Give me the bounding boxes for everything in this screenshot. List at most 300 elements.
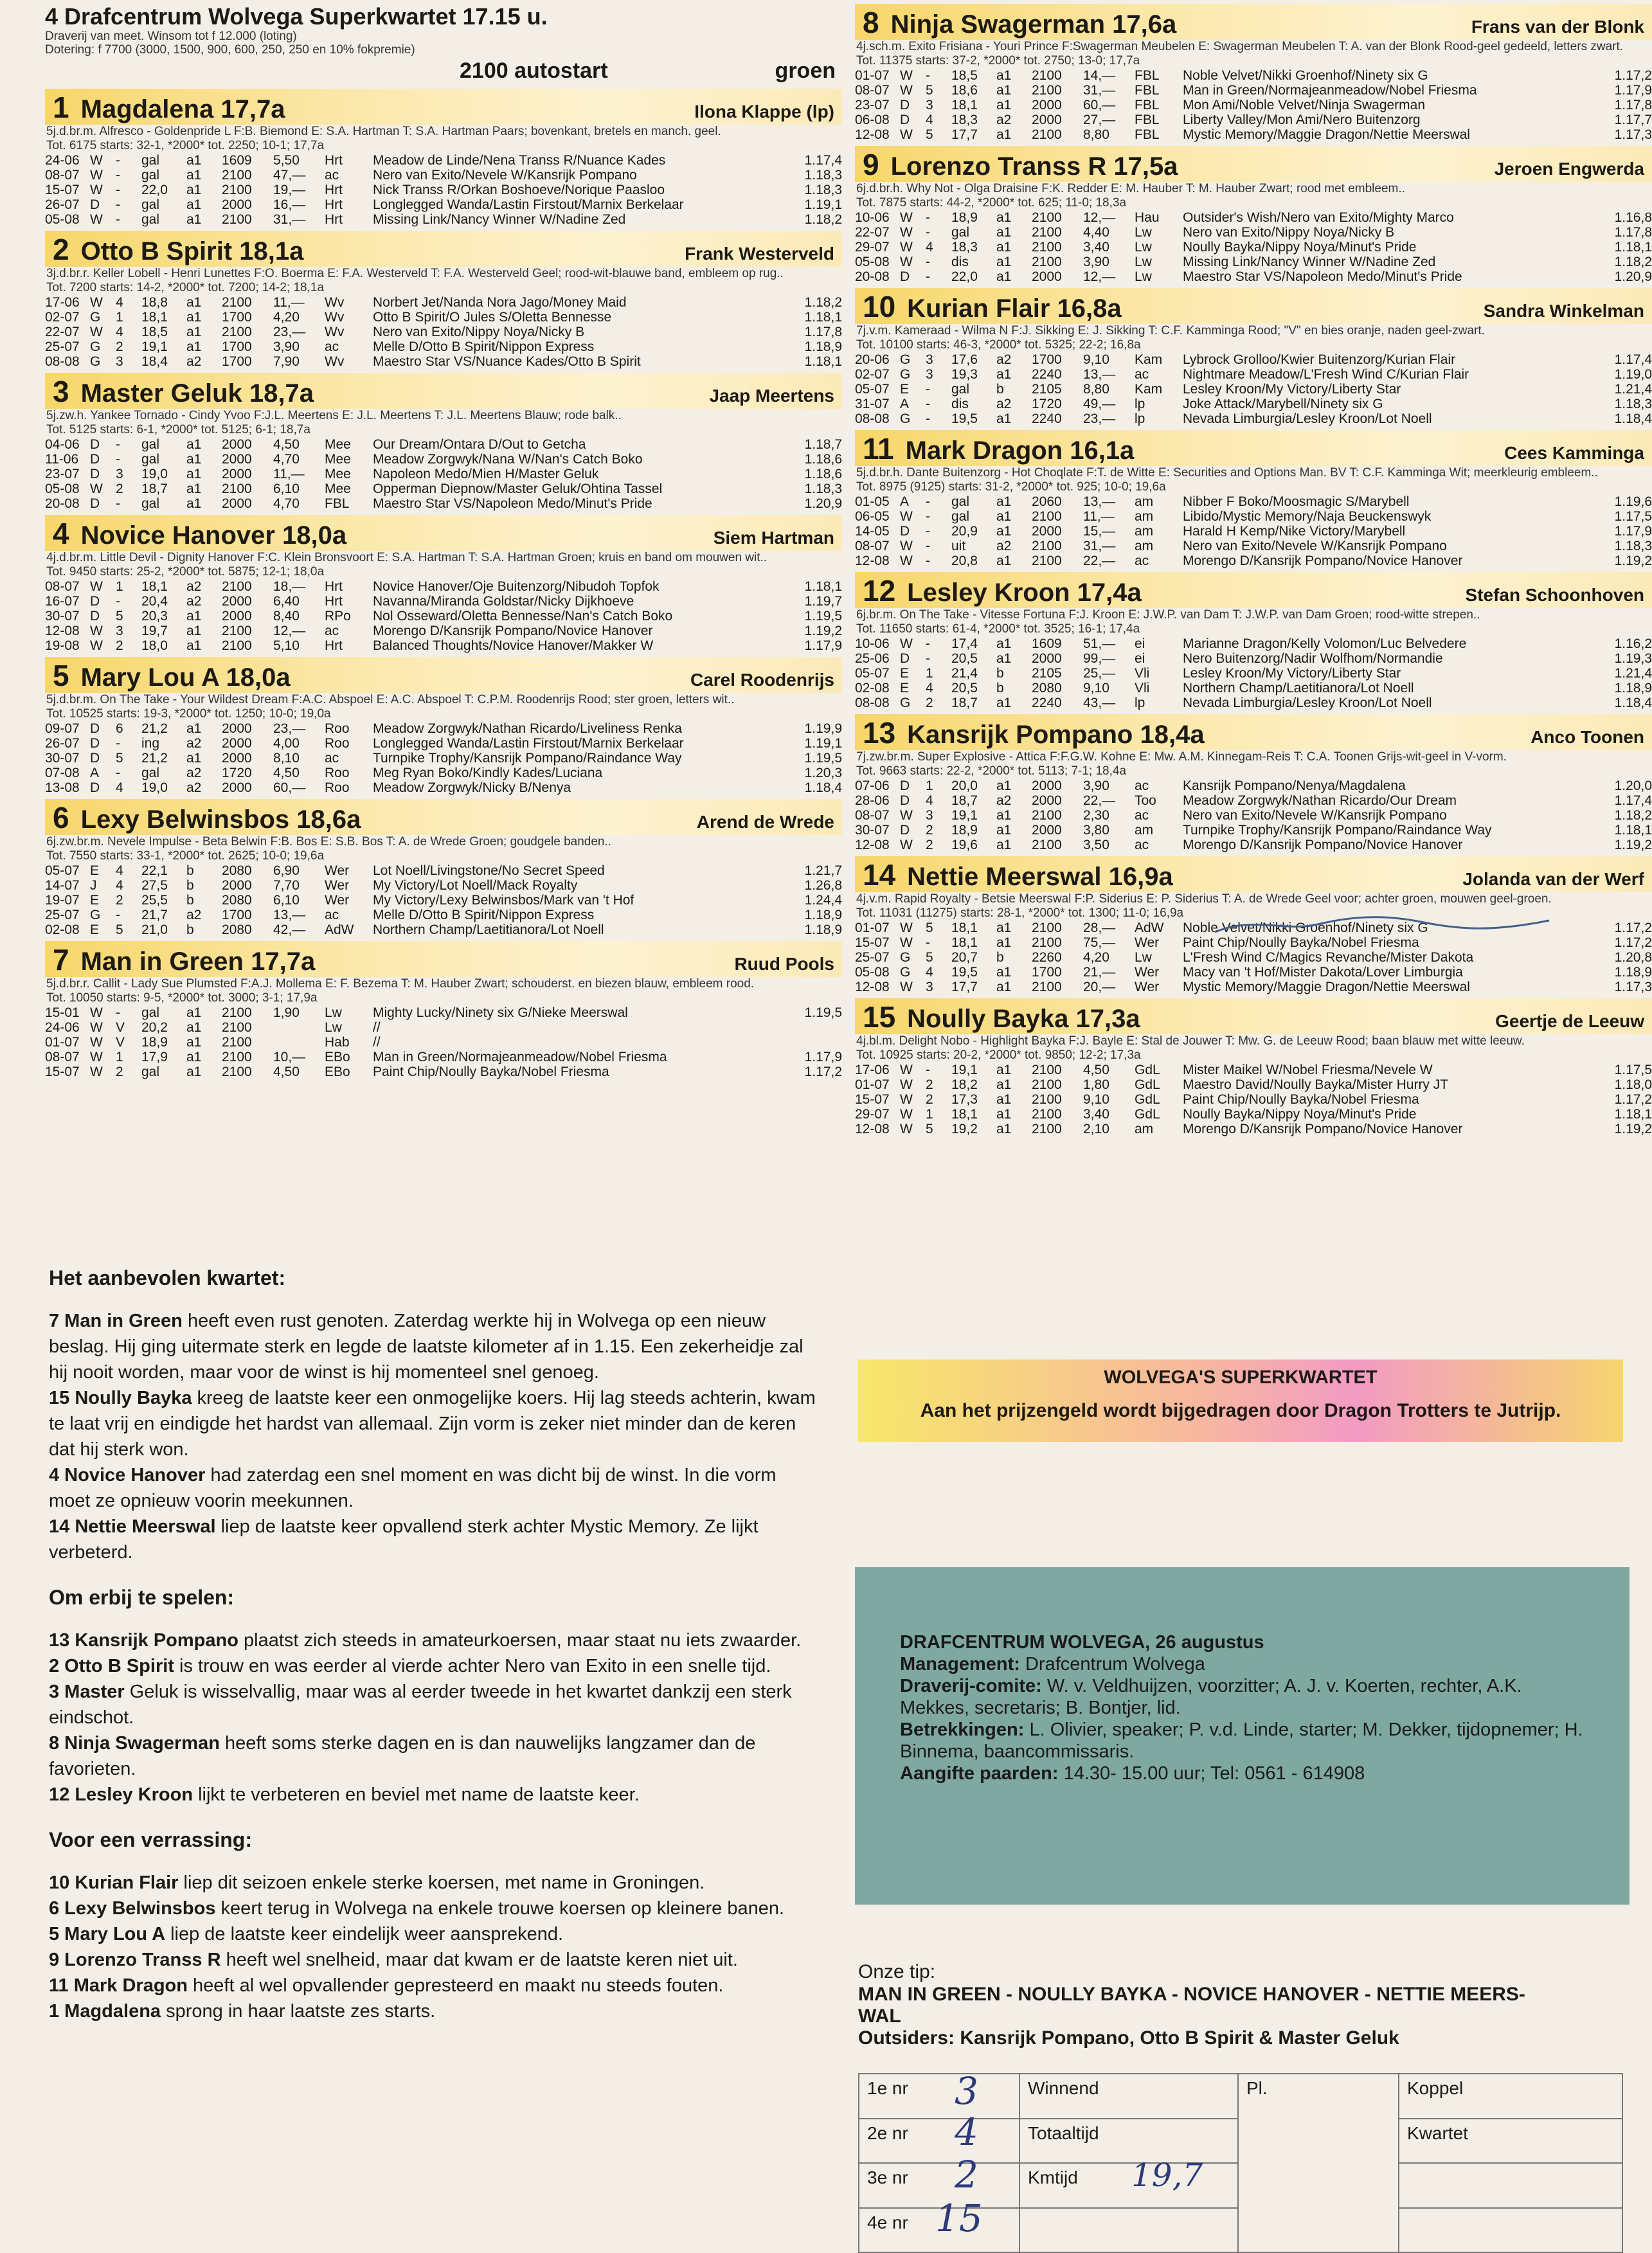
horse-record: Tot. 7550 starts: 33-1, *2000* tot. 2625; 10-0; 19,6a — [46, 849, 325, 863]
history-cell: G — [900, 965, 911, 980]
history-cell: Macy van 't Hof/Mister Dakota/Lover Limburgia — [1183, 965, 1463, 980]
history-cell: am — [1135, 539, 1154, 553]
history-cell: gal — [141, 153, 160, 168]
form-label-1e: 1e nr — [867, 2078, 908, 2098]
history-cell: W — [90, 1020, 103, 1035]
info-title: DRAFCENTRUM WOLVEGA, 26 augustus — [900, 1632, 1264, 1653]
history-cell: 2080 — [222, 922, 252, 937]
history-cell: 2100 — [222, 1005, 252, 1020]
history-cell: 1.18,1 — [804, 354, 842, 369]
history-cell: 1.18,3 — [804, 168, 842, 183]
history-cell: Kam — [1135, 352, 1163, 367]
history-cell: 2100 — [1032, 255, 1062, 269]
history-cell: Hab — [325, 1035, 350, 1050]
history-cell: W — [90, 212, 103, 227]
history-cell: Nightmare Meadow/L'Fresh Wind C/Kurian Flair — [1183, 367, 1469, 382]
history-row — [855, 793, 1652, 808]
history-cell: Harald H Kemp/Nike Victory/Marybell — [1183, 524, 1406, 539]
history-cell: a1 — [996, 240, 1012, 255]
history-row — [855, 1107, 1652, 1122]
history-cell: 31-07 — [855, 397, 890, 411]
history-cell: Mystic Memory/Maggie Dragon/Nettie Meerswal — [1183, 127, 1470, 142]
horse-entry — [45, 89, 842, 227]
history-cell: 2 — [926, 823, 933, 838]
history-cell: b — [186, 893, 194, 908]
history-cell: 2100 — [222, 638, 252, 653]
horse-driver: Geertje de Leeuw — [1495, 1011, 1644, 1031]
history-cell: Lw — [1135, 950, 1152, 965]
horse-history — [855, 68, 1652, 142]
history-cell: 47,— — [273, 168, 306, 183]
history-cell: gal — [951, 382, 970, 397]
history-cell: 2000 — [222, 496, 252, 511]
horse-record: Tot. 10525 starts: 19-3, *2000* tot. 1250; 10-0; 19,0a — [46, 707, 331, 721]
form-cell-empty-1[interactable] — [1399, 2163, 1622, 2208]
history-cell: 4,70 — [273, 496, 300, 511]
history-cell: b — [186, 878, 194, 893]
horse-entry — [45, 799, 842, 937]
history-cell: - — [116, 908, 120, 922]
history-cell: 19,0 — [141, 780, 168, 795]
history-cell: 20,2 — [141, 1020, 168, 1035]
history-cell: 2000 — [222, 197, 252, 212]
history-cell: 2100 — [1032, 240, 1062, 255]
history-row — [45, 481, 842, 496]
history-cell: - — [116, 183, 120, 197]
history-cell: 4 — [926, 793, 933, 808]
history-cell: 2100 — [222, 481, 252, 496]
history-cell: a1 — [996, 269, 1012, 284]
history-cell: 43,— — [1083, 696, 1116, 710]
history-cell: 06-08 — [855, 112, 890, 127]
info-betrekkingen-label: Betrekkingen: — [900, 1719, 1025, 1740]
form-label-winnend: Winnend — [1028, 2078, 1099, 2098]
history-cell: 1.17,3 — [1614, 980, 1652, 994]
history-cell: Liberty Valley/Mon Ami/Nero Buitenzorg — [1183, 112, 1421, 127]
history-cell: 05-08 — [45, 481, 80, 496]
history-cell: 6,10 — [273, 893, 300, 908]
history-cell: 18,7 — [951, 696, 978, 710]
horse-entry — [45, 941, 842, 1079]
history-cell: Meadow Zorgwyk/Nana W/Nan's Catch Boko — [373, 452, 643, 467]
history-cell: Roo — [325, 780, 350, 795]
history-cell: D — [900, 269, 910, 284]
form-cell-winnend[interactable] — [1019, 2074, 1238, 2119]
history-cell: 19,2 — [951, 1122, 978, 1136]
history-cell: a2 — [186, 354, 202, 369]
history-cell: 10-06 — [855, 210, 890, 225]
history-cell: - — [926, 1063, 930, 1077]
history-cell: 1609 — [222, 153, 252, 168]
history-cell: E — [900, 382, 910, 397]
history-cell: a2 — [186, 780, 202, 795]
history-row — [45, 168, 842, 183]
history-cell: a1 — [186, 751, 202, 766]
history-cell: a1 — [996, 1122, 1012, 1136]
history-cell: 6,10 — [273, 481, 300, 496]
history-cell — [771, 1020, 842, 1035]
history-cell: 1.18,7 — [804, 437, 842, 452]
history-cell: 11,— — [273, 467, 305, 481]
history-cell: Lw — [1135, 225, 1152, 240]
history-cell: 8,80 — [1083, 127, 1109, 142]
history-cell: W — [900, 838, 913, 852]
history-cell: W — [900, 1077, 913, 1092]
history-cell: Meadow Zorgwyk/Nicky B/Nenya — [373, 780, 571, 795]
history-cell: 2000 — [222, 736, 252, 751]
history-cell: 2 — [116, 893, 123, 908]
history-cell: 14,— — [1083, 68, 1116, 83]
history-cell: ac — [1135, 553, 1149, 568]
history-cell: ing — [141, 736, 160, 751]
horse-driver: Stefan Schoonhoven — [1465, 585, 1644, 605]
history-cell: 2060 — [1032, 494, 1062, 509]
history-cell: 2240 — [1032, 696, 1062, 710]
history-cell: - — [926, 651, 930, 666]
history-cell: 8,10 — [273, 751, 300, 766]
history-cell: 16,— — [273, 197, 306, 212]
history-cell: 1 — [116, 310, 123, 325]
history-cell: 1.17,9 — [1614, 83, 1652, 98]
history-cell: 2100 — [1032, 1063, 1062, 1077]
history-cell: 19,5 — [951, 411, 978, 426]
history-row — [855, 651, 1652, 666]
history-cell: W — [90, 638, 103, 653]
horse-entry — [855, 430, 1652, 568]
history-row — [855, 509, 1652, 524]
advice-paragraph — [49, 1308, 820, 1385]
history-cell: W — [900, 808, 913, 823]
history-cell: Hau — [1135, 210, 1160, 225]
history-cell: 18,1 — [951, 98, 978, 112]
history-cell: 1.20,9 — [1614, 269, 1652, 284]
history-cell: 2000 — [222, 751, 252, 766]
form-label-pl: Pl. — [1246, 2078, 1268, 2098]
horse-entry — [855, 998, 1652, 1136]
form-cell-1e[interactable] — [859, 2074, 1019, 2119]
history-cell: 2 — [926, 838, 933, 852]
history-cell: W — [900, 68, 913, 83]
history-cell: 13,— — [273, 908, 306, 922]
history-cell: D — [900, 778, 910, 793]
history-cell: 8,80 — [1083, 382, 1109, 397]
history-cell: W — [90, 1035, 103, 1050]
history-cell: a1 — [186, 153, 202, 168]
history-cell: - — [116, 153, 120, 168]
history-cell: Paint Chip/Noully Bayka/Nobel Friesma — [1183, 1092, 1419, 1107]
horse-pedigree: 7j.zw.br.m. Super Explosive - Attica F:F.G.W. Kohne E: Mw. A.M. Kinnegam-Reis T: C.A. Toonen Grijs-wit-geel in V-vorm. — [856, 750, 1507, 764]
history-cell: A — [900, 397, 910, 411]
history-cell: 1.19,5 — [804, 1005, 842, 1020]
horse-name — [863, 1000, 1140, 1034]
horse-driver: Ruud Pools — [734, 954, 834, 974]
form-cell-kwartet[interactable] — [1399, 2119, 1622, 2164]
history-cell: Roo — [325, 721, 350, 736]
history-cell: 1.18,2 — [1614, 808, 1652, 823]
history-cell: ei — [1135, 651, 1145, 666]
history-cell: - — [926, 269, 930, 284]
info-management-label: Management: — [900, 1654, 1020, 1674]
horse-record: Tot. 7875 starts: 44-2, *2000* tot. 625; 11-0; 18,3a — [856, 196, 1127, 210]
horse-driver: Sandra Winkelman — [1483, 301, 1644, 321]
history-cell: 14-05 — [855, 524, 890, 539]
history-cell: 20,7 — [951, 950, 978, 965]
history-cell: 05-08 — [855, 965, 890, 980]
history-cell: a1 — [996, 411, 1012, 426]
history-cell: 1700 — [222, 310, 252, 325]
history-row — [45, 751, 842, 766]
form-cell-2e[interactable] — [859, 2119, 1019, 2164]
history-cell: GdL — [1135, 1063, 1160, 1077]
history-cell: a1 — [996, 1063, 1012, 1077]
betting-form — [858, 2069, 1623, 2253]
history-cell: 1.18,1 — [804, 579, 842, 594]
history-row — [855, 666, 1652, 681]
history-cell: A — [90, 766, 100, 780]
history-cell: My Victory/Lot Noell/Mack Royalty — [373, 878, 578, 893]
history-cell: 4,70 — [273, 452, 300, 467]
history-cell: - — [116, 452, 120, 467]
history-cell: 2080 — [1032, 681, 1062, 696]
history-cell: - — [116, 736, 120, 751]
history-cell: 13,— — [1083, 494, 1116, 509]
history-cell: 2000 — [222, 721, 252, 736]
history-cell: 2100 — [1032, 920, 1062, 935]
history-cell: 4,00 — [273, 736, 300, 751]
history-row — [855, 269, 1652, 284]
history-cell: 4 — [116, 863, 123, 878]
history-cell: 22,0 — [141, 183, 168, 197]
history-cell: Noully Bayka/Nippy Noya/Minut's Pride — [1183, 240, 1417, 255]
history-cell: My Victory/Lexy Belwinsbos/Mark van 't Hof — [373, 893, 634, 908]
history-cell: E — [900, 666, 910, 681]
history-cell: 1720 — [1032, 397, 1062, 411]
history-cell: a1 — [186, 1064, 202, 1079]
history-cell: D — [90, 736, 100, 751]
history-cell: 1 — [116, 579, 123, 594]
history-cell: b — [996, 950, 1004, 965]
history-cell: 2100 — [1032, 1122, 1062, 1136]
history-cell: Outsider's Wish/Nero van Exito/Mighty Marco — [1183, 210, 1454, 225]
history-cell: 2105 — [1032, 382, 1062, 397]
history-cell: 18,1 — [951, 920, 978, 935]
history-cell: a2 — [996, 793, 1012, 808]
form-cell-kmtijd[interactable] — [1019, 2163, 1238, 2208]
history-cell: D — [90, 751, 100, 766]
advice-horse: 11 Mark Dragon — [49, 1975, 188, 1996]
history-cell: 18,7 — [951, 793, 978, 808]
history-cell: 5 — [926, 950, 933, 965]
form-cell-empty-2[interactable] — [1019, 2208, 1238, 2253]
tip-label: Onze tip: — [858, 1961, 936, 1982]
advice-paragraph — [49, 1973, 820, 1998]
history-row — [45, 721, 842, 736]
history-cell: 1.24,4 — [804, 893, 842, 908]
history-cell: Northern Champ/Laetitianora/Lot Noell — [373, 922, 604, 937]
horse-pedigree: 4j.sch.m. Exito Frisiana - Youri Prince F:Swagerman Meubelen E: Swagerman Meubelen T: A. van der Blonk Rood-geel gedeeld, letters zwart. — [856, 40, 1624, 53]
history-cell: 5 — [116, 751, 123, 766]
history-cell: a1 — [186, 168, 202, 183]
history-row — [45, 295, 842, 310]
history-cell: Hrt — [325, 638, 343, 653]
horse-pedigree: 3j.d.br.r. Keller Lobell - Henri Lunettes F:O. Boerma E: F.A. Westerveld T: F.A. Westerveld Geel; rood-wit-blauwe band, embleem op rug.. — [46, 267, 784, 280]
history-cell: 6 — [116, 721, 123, 736]
history-cell: Wer — [325, 863, 350, 878]
history-cell: gal — [141, 1064, 160, 1079]
history-cell: 11-06 — [45, 452, 79, 467]
history-cell: Opperman Diepnow/Master Geluk/Ohtina Tassel — [373, 481, 663, 496]
history-row — [45, 354, 842, 369]
history-cell: Wer — [1135, 935, 1160, 950]
history-cell: 1.17,9 — [804, 638, 842, 653]
history-cell: V — [116, 1020, 125, 1035]
handwritten-kmtijd: 19,7 — [1131, 2157, 1203, 2194]
history-cell: a1 — [996, 127, 1012, 142]
history-row — [855, 681, 1652, 696]
history-cell: a1 — [996, 696, 1012, 710]
horse-name — [53, 800, 361, 835]
history-cell: dis — [951, 255, 969, 269]
history-cell: a1 — [186, 437, 202, 452]
history-cell: gal — [141, 452, 160, 467]
history-cell: 30-07 — [45, 751, 80, 766]
history-cell: a1 — [186, 197, 202, 212]
history-cell: ei — [1135, 636, 1145, 651]
history-row — [855, 823, 1652, 838]
history-cell: 1.18,1 — [1614, 240, 1652, 255]
history-cell: am — [1135, 524, 1154, 539]
history-cell: 14-07 — [45, 878, 80, 893]
history-row — [45, 736, 842, 751]
history-cell: dis — [951, 397, 969, 411]
history-cell: 21,— — [1083, 965, 1116, 980]
history-cell: 07-06 — [855, 778, 890, 793]
history-cell: 15,— — [1083, 524, 1116, 539]
history-cell: a1 — [996, 553, 1012, 568]
horse-number: 4 — [53, 517, 69, 550]
history-row — [45, 908, 842, 922]
horse-name-rating: Mark Dragon 16,1a — [905, 436, 1135, 465]
form-cell-koppel[interactable] — [1399, 2074, 1622, 2119]
history-cell: 17,6 — [951, 352, 978, 367]
history-cell: 22-07 — [855, 225, 890, 240]
history-cell: Kansrijk Pompano/Nenya/Magdalena — [1183, 778, 1406, 793]
history-cell: 25-07 — [855, 950, 890, 965]
horse-record: Tot. 11650 starts: 61-4, *2000* tot. 3525; 16-1; 17,4a — [856, 622, 1140, 636]
history-cell: W — [900, 1063, 913, 1077]
form-cell-empty-3[interactable] — [1399, 2208, 1622, 2253]
form-cell-totaaltijd[interactable] — [1019, 2119, 1238, 2164]
history-cell: Noble Velvet/Nikki Groenhof/Ninety six G — [1183, 68, 1428, 83]
history-cell: 17-06 — [45, 295, 80, 310]
history-cell: Morengo D/Kansrijk Pompano/Novice Hanover — [1183, 1122, 1463, 1136]
history-cell: gal — [141, 766, 160, 780]
history-cell: gal — [951, 494, 970, 509]
history-cell: 1.26,8 — [804, 878, 842, 893]
history-cell: 21,0 — [141, 922, 168, 937]
history-cell: Wv — [325, 310, 345, 325]
history-cell: 49,— — [1083, 397, 1116, 411]
history-cell: G — [900, 411, 911, 426]
horse-number: 2 — [53, 233, 69, 266]
history-cell: 1 — [926, 1107, 933, 1122]
advice-text: keert terug in Wolvega na enkele trouwe koersen op kleinere banen. — [215, 1898, 785, 1919]
history-cell: 1.17,4 — [804, 153, 842, 168]
history-cell: gal — [141, 212, 160, 227]
horse-history — [855, 778, 1652, 852]
horse-driver: Jolanda van der Werf — [1462, 869, 1644, 889]
horse-number: 8 — [863, 6, 879, 39]
history-cell: a1 — [186, 452, 202, 467]
history-cell: 08-07 — [45, 579, 80, 594]
horse-name-rating: Man in Green 17,7a — [80, 947, 316, 976]
history-cell: 23,— — [1083, 411, 1116, 426]
advice-paragraph — [49, 1896, 820, 1921]
history-cell: a1 — [186, 638, 202, 653]
history-cell: Maestro Star VS/Nuance Kades/Otto B Spirit — [373, 354, 641, 369]
horse-number: 12 — [863, 574, 896, 607]
history-cell: 15-07 — [45, 183, 80, 197]
history-cell: a1 — [996, 68, 1012, 83]
history-cell: ac — [325, 339, 339, 354]
history-cell: 1.18,6 — [804, 452, 842, 467]
history-cell: 20-08 — [45, 496, 80, 511]
history-cell: 19-07 — [45, 893, 80, 908]
history-cell: 25,— — [1083, 666, 1116, 681]
history-cell: 02-07 — [45, 310, 80, 325]
history-cell: Nero van Exito/Nevele W/Kansrijk Pompano — [1183, 539, 1447, 553]
history-row — [45, 766, 842, 780]
history-cell: 30-07 — [855, 823, 890, 838]
history-cell: 3,80 — [1083, 823, 1109, 838]
history-cell: a1 — [186, 339, 202, 354]
history-cell: 22,0 — [951, 269, 978, 284]
history-cell: 17-06 — [855, 1063, 890, 1077]
advice-horse: 15 Noully Bayka — [49, 1388, 192, 1408]
info-management: Drafcentrum Wolvega — [1019, 1654, 1205, 1674]
history-cell: - — [926, 210, 930, 225]
history-cell: Longlegged Wanda/Lastin Firstout/Marnix Berkelaar — [373, 736, 684, 751]
horse-pedigree: 5j.d.br.h. Dante Buitenzorg - Hot Choqlate F:T. de Witte E: Securities and Options Man. BV T: C.F. Kamminga Wit; meerkleurig embleem.. — [856, 466, 1598, 480]
horse-header — [45, 657, 842, 693]
advice-paragraph — [49, 1679, 820, 1730]
history-cell: 1.17,4 — [1614, 793, 1652, 808]
history-cell: W — [900, 83, 913, 98]
history-row — [855, 411, 1652, 426]
history-row — [855, 524, 1652, 539]
history-cell: 1.20,0 — [1614, 778, 1652, 793]
history-row — [45, 153, 842, 168]
history-cell: G — [90, 354, 101, 369]
history-cell: 3,40 — [1083, 1107, 1109, 1122]
history-cell: a1 — [996, 935, 1012, 950]
history-cell: W — [90, 624, 103, 638]
horse-history — [45, 153, 842, 227]
history-cell: 12,— — [1083, 210, 1116, 225]
form-cell-pl[interactable] — [1238, 2074, 1399, 2252]
history-cell: D — [90, 780, 100, 795]
history-cell: 15-07 — [855, 1092, 890, 1107]
history-cell: 3,90 — [273, 339, 300, 354]
history-cell: - — [926, 382, 930, 397]
history-cell: a1 — [996, 778, 1012, 793]
horse-entry — [855, 572, 1652, 710]
history-cell: Nero van Exito/Nevele W/Kansrijk Pompano — [1183, 808, 1447, 823]
history-cell: 1.19,1 — [804, 736, 842, 751]
history-cell: a1 — [996, 225, 1012, 240]
history-cell: 15-01 — [45, 1005, 80, 1020]
history-row — [45, 452, 842, 467]
